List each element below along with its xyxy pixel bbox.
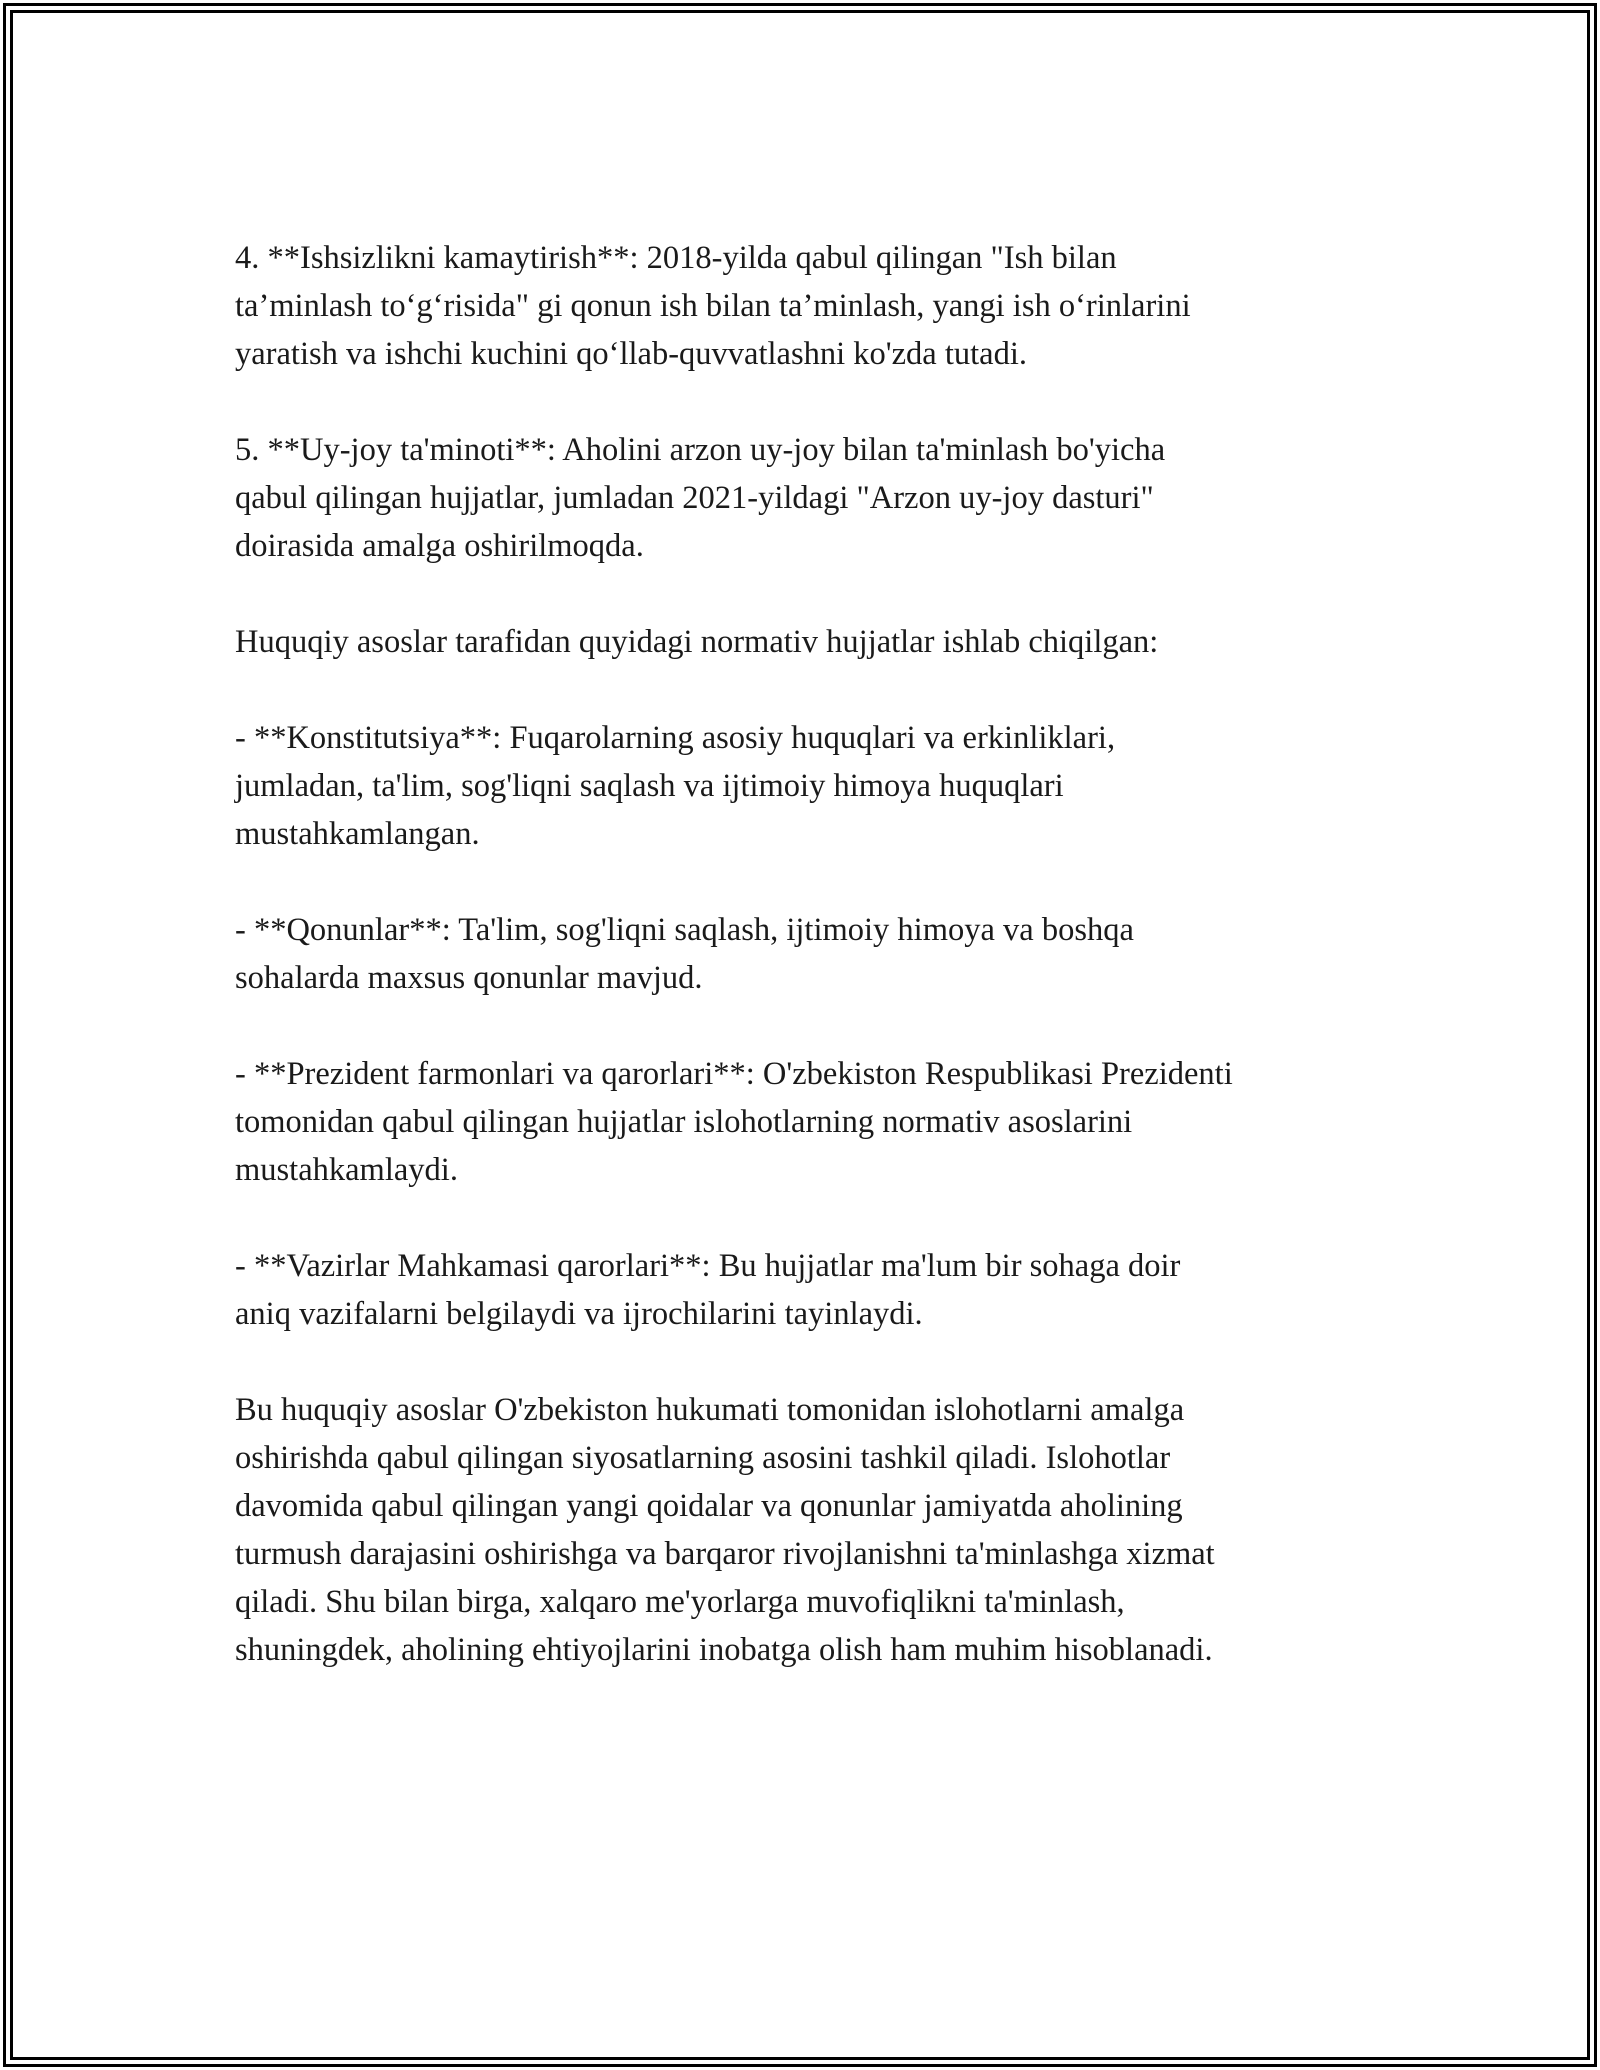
- paragraph-unemployment: 4. **Ishsizlikni kamaytirish**: 2018-yilda qabul qilingan "Ish bilan ta’minlash to‘g‘risida" gi qonun ish bilan ta’minlash, yangi ish o‘rinlarini yaratish va ishchi kuchini qo‘llab-quvvatlashni ko'zda tutadi.: [235, 240, 1191, 372]
- paragraph-legal-basis-intro: Huquqiy asoslar tarafidan quyidagi normativ hujjatlar ishlab chiqilgan:: [235, 624, 1159, 660]
- paragraph-housing: 5. **Uy-joy ta'minoti**: Aholini arzon uy-joy bilan ta'minlash bo'yicha qabul qilingan hujjatlar, jumladan 2021-yildagi "Arzon uy-joy dasturi" doirasida amalga oshirilmoqda.: [235, 432, 1166, 564]
- document-body: [235, 234, 1395, 1674]
- paragraph-conclusion: Bu huquqiy asoslar O'zbekiston hukumati tomonidan islohotlarni amalga oshirishda qabul qilingan siyosatlarning asosini tashkil qiladi. Islohotlar davomida qabul qilingan yangi qoidalar va qonunlar jamiyatda aholining turmush darajasini oshirishga va barqaror rivojlanishni ta'minlashga xizmat qiladi. Shu bilan birga, xalqaro me'yorlarga muvofiqlikni ta'minlash, shuningdek, aholining ehtiyojlarini inobatga olish ham muhim hisoblanadi.: [235, 1392, 1215, 1668]
- list-item-constitution: - **Konstitutsiya**: Fuqarolarning asosiy huquqlari va erkinliklari, jumladan, ta'lim, sog'liqni saqlash va ijtimoiy himoya huquqlari mustahkamlangan.: [235, 720, 1116, 852]
- list-item-cabinet-resolutions: - **Vazirlar Mahkamasi qarorlari**: Bu hujjatlar ma'lum bir sohaga doir aniq vazifalarni belgilaydi va ijrochilarini tayinlaydi.: [235, 1248, 1181, 1332]
- list-item-presidential-decrees: - **Prezident farmonlari va qarorlari**: O'zbekiston Respublikasi Prezidenti tomonidan qabul qilingan hujjatlar islohotlarning normativ asoslarini mustahkamlaydi.: [235, 1056, 1233, 1188]
- list-item-laws: - **Qonunlar**: Ta'lim, sog'liqni saqlash, ijtimoiy himoya va boshqa sohalarda maxsus qonunlar mavjud.: [235, 912, 1134, 996]
